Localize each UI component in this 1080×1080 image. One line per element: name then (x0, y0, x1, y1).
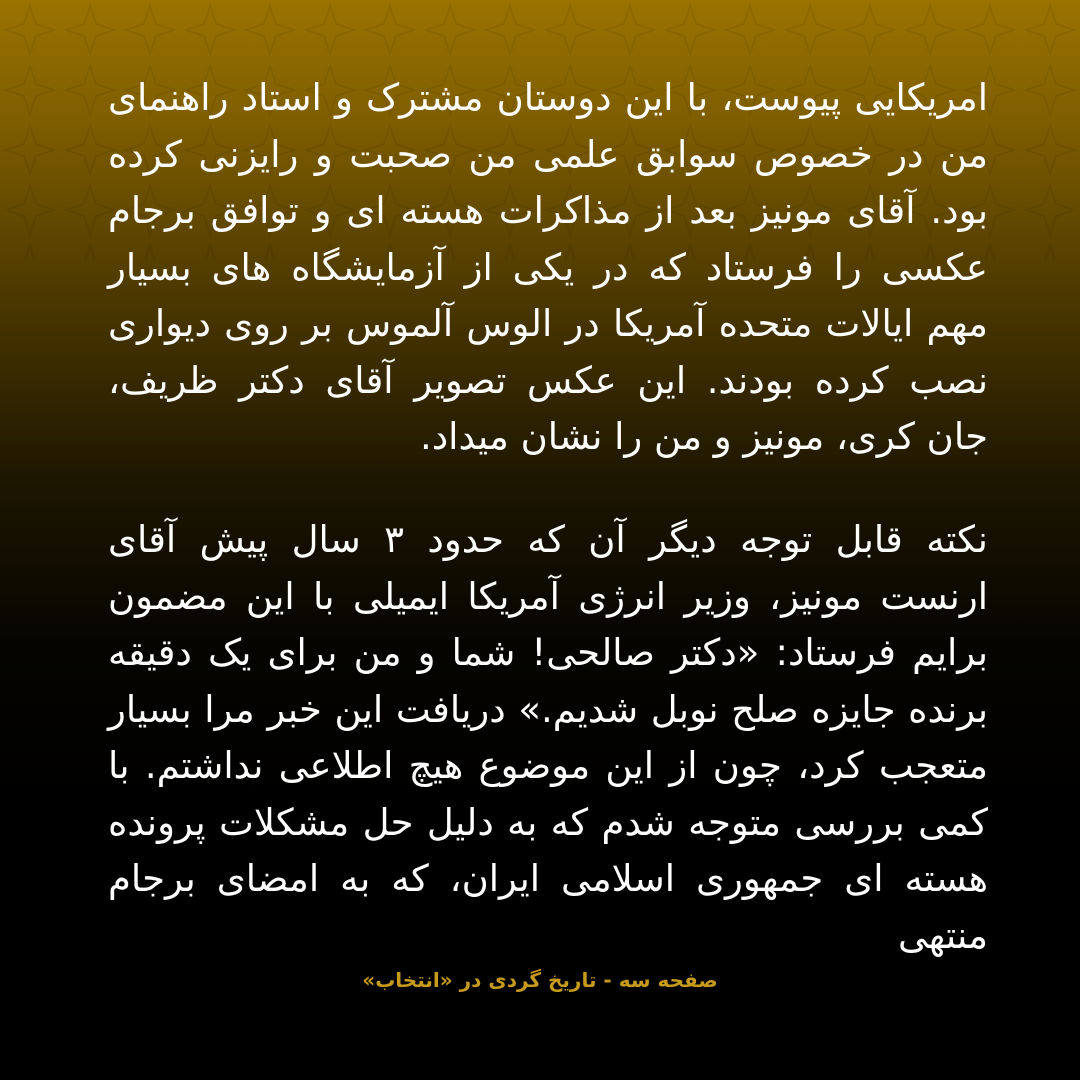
body-paragraph-1: امریکایی پیوست، با این دوستان مشترک و استاد راهنمای من در خصوص سوابق علمی من صحبت و رایزنی کرده بود. آقای مونیز بعد از مذاکرات هسته ای و توافق برجام عکسی را فرستاد که در یکی از آزمایشگاه های بسیار مهم ایالات متحده آمریکا در الوس آلموس بر روی دیواری نصب کرده بودند. این عکس تصویر آقای دکتر ظریف، جان کری، مونیز و من را نشان میداد. (108, 76, 988, 458)
page-footer-caption: صفحه سه - تاریخ گردی در «انتخاب» (362, 968, 718, 992)
body-paragraph-2: نکته قابل توجه دیگر آن که حدود ۳ سال پیش آقای ارنست مونیز، وزیر انرژی آمریکا ایمیلی با این مضمون برایم فرستاد: «دکتر صالحی! شما و من برای یک دقیقه برنده جایزه صلح نوبل شدیم.» دریافت این خبر مرا بسیار متعجب کرد، چون از این موضوع هیچ اطلاعی نداشتم. با کمی بررسی متوجه شدم که به دلیل حل مشکلات پرونده هسته ای جمهوری اسلامی ایران، که به امضای برجام منتهی (108, 518, 988, 957)
